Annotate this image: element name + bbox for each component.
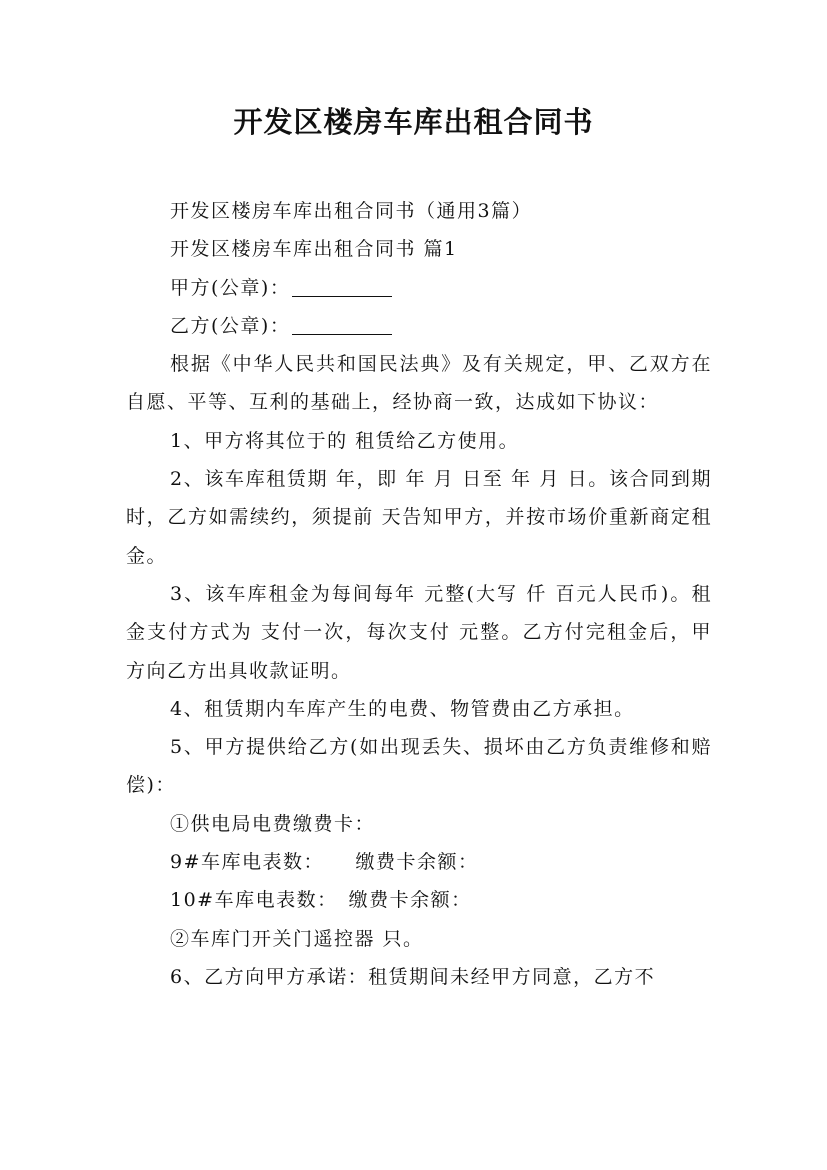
clause-4: 4、租赁期内车库产生的电费、物管费由乙方承担。 — [170, 697, 635, 720]
clause-5-item-1: ①供电局电费缴费卡： — [170, 812, 376, 835]
party-b-label: 乙方(公章)： — [170, 314, 291, 337]
document-title: 开发区楼房车库出租合同书 — [233, 105, 594, 139]
document-body — [126, 192, 712, 996]
party-a-line — [126, 269, 712, 307]
paragraph-section-heading: 开发区楼房车库出租合同书 篇1 — [170, 238, 458, 261]
paragraph-preamble: 根据《中华人民共和国民法典》及有关规定，甲、乙双方在自愿、平等、互利的基础上，经协商一致，达成如下协议： — [126, 353, 712, 414]
party-b-line — [126, 307, 712, 345]
clause-3: 3、该车库租金为每间每年 元整(大写 仟 百元人民币)。租金支付方式为 支付一次，每次支付 元整。乙方付完租金后，甲方向乙方出具收款证明。 — [126, 582, 712, 682]
clause-5-meter-10: 10#车库电表数： 缴费卡余额： — [170, 889, 472, 912]
clause-1: 1、甲方将其位于的 租赁给乙方使用。 — [170, 429, 520, 452]
party-a-blank — [292, 276, 392, 297]
clause-2: 2、该车库租赁期 年，即 年 月 日至 年 月 日。该合同到期时，乙方如需续约，须提前 天告知甲方，并按市场价重新商定租金。 — [126, 468, 712, 567]
party-a-label: 甲方(公章)： — [170, 276, 291, 299]
clause-5-meter-9: 9#车库电表数： 缴费卡余额： — [170, 851, 479, 874]
paragraph-subtitle: 开发区楼房车库出租合同书（通用3篇） — [170, 200, 533, 222]
clause-5: 5、甲方提供给乙方(如出现丢失、损坏由乙方负责维修和赔偿)： — [126, 736, 712, 797]
clause-6: 6、乙方向甲方承诺：租赁期间未经甲方同意，乙方不 — [170, 965, 656, 988]
clause-5-item-2: ②车库门开关门遥控器 只。 — [170, 927, 424, 950]
party-b-blank — [292, 314, 392, 335]
